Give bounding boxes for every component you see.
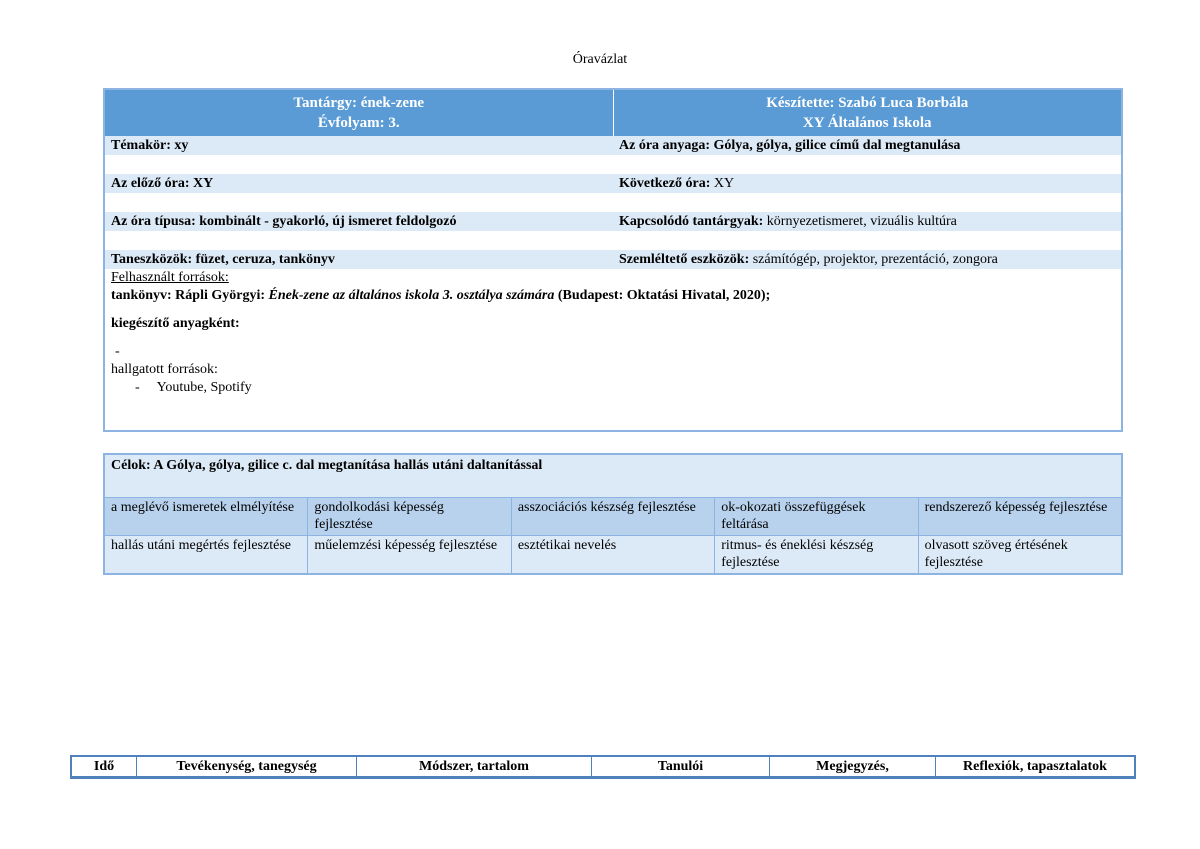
sources-heading: Felhasznált források:	[111, 270, 229, 285]
goal-cell: rendszerező képesség fejlesztése	[918, 498, 1121, 535]
listened-sources-item: - Youtube, Spotify	[135, 380, 252, 395]
subject-header-cell	[105, 90, 613, 136]
goals-row-2	[105, 535, 1121, 573]
author-line: Készítette: Szabó Luca Borbála	[766, 95, 969, 111]
goal-cell: műelemzési képesség fejlesztése	[307, 536, 510, 573]
tools-cell: Taneszközök: füzet, ceruza, tankönyv	[111, 252, 335, 267]
column-header-time: Idő	[93, 759, 115, 774]
subject-line: Tantárgy: ének-zene	[293, 95, 425, 111]
document-title: Óravázlat	[572, 52, 628, 67]
next-lesson-cell	[613, 174, 1121, 193]
goal-cell: gondolkodási képesség fejlesztése	[307, 498, 510, 535]
listened-sources-label: hallgatott források:	[111, 362, 218, 377]
row-spacer	[105, 231, 1121, 250]
supplementary-label: kiegészítő anyagként:	[111, 316, 240, 331]
prev-lesson-label: Az előző óra:	[111, 176, 190, 191]
textbook-title: Ének-zene az általános iskola 3. osztálya számára	[268, 288, 555, 303]
sources-section	[105, 269, 1121, 397]
row-spacer	[105, 155, 1121, 174]
goal-cell: hallás utáni megértés fejlesztése	[111, 538, 291, 553]
author-header-cell	[613, 90, 1122, 136]
main-goal: Célok: A Gólya, gólya, gilice c. dal megtanítása hallás utáni daltanítással	[105, 455, 1121, 498]
next-lesson-value: XY	[713, 176, 735, 191]
topic-row	[105, 136, 1121, 155]
related-subjects-cell	[613, 212, 1121, 231]
next-lesson-label: Következő óra:	[619, 176, 711, 191]
lesson-type-cell: Az óra típusa: kombinált - gyakorló, új ismeret feldolgozó	[111, 214, 457, 229]
prev-lesson-value: XY	[193, 176, 214, 191]
goals-table	[103, 453, 1123, 575]
demo-tools-label: Szemléltető eszközök:	[619, 252, 750, 267]
goal-cell: olvasott szöveg értésének fejlesztése	[918, 536, 1121, 573]
schedule-table-header	[70, 755, 1136, 779]
column-header-method: Módszer, tartalom	[356, 757, 591, 776]
textbook-prefix: tankönyv: Rápli Györgyi:	[111, 288, 269, 303]
related-subjects-value: környezetismeret, vizuális kultúra	[766, 214, 957, 229]
column-header-activity: Tevékenység, tanegység	[136, 757, 356, 776]
textbook-suffix: (Budapest: Oktatási Hivatal, 2020);	[554, 288, 771, 303]
goal-cell: a meglévő ismeretek elmélyítése	[111, 500, 295, 515]
prev-next-row	[105, 174, 1121, 193]
demo-tools-cell	[613, 250, 1121, 269]
material-cell: Az óra anyaga: Gólya, gólya, gilice című dal megtanulása	[619, 138, 961, 153]
goal-cell: ok-okozati összefüggések feltárása	[714, 498, 917, 535]
demo-tools-value: számítógép, projektor, prezentáció, zongora	[752, 252, 998, 267]
tools-row	[105, 250, 1121, 269]
goal-cell: ritmus- és éneklési készség fejlesztése	[714, 536, 917, 573]
goal-cell: esztétikai nevelés	[511, 536, 714, 573]
lesson-info-table	[103, 88, 1123, 432]
goals-row-1	[105, 498, 1121, 535]
column-header-notes: Megjegyzés,	[769, 757, 935, 776]
topic-cell: Témakör: xy	[111, 138, 189, 153]
column-header-reflections: Reflexiók, tapasztalatok	[935, 757, 1134, 776]
textbook-reference	[111, 287, 1115, 305]
grade-line: Évfolyam: 3.	[317, 115, 400, 131]
row-spacer	[105, 193, 1121, 212]
goal-cell: asszociációs készség fejlesztése	[511, 498, 714, 535]
prev-lesson-cell	[105, 174, 613, 193]
lesson-header-row	[105, 90, 1121, 136]
school-line: XY Általános Iskola	[802, 115, 932, 131]
supplementary-dash: -	[115, 344, 120, 359]
type-row	[105, 212, 1121, 231]
related-subjects-label: Kapcsolódó tantárgyak:	[619, 214, 764, 229]
column-header-student: Tanulói	[591, 757, 769, 776]
